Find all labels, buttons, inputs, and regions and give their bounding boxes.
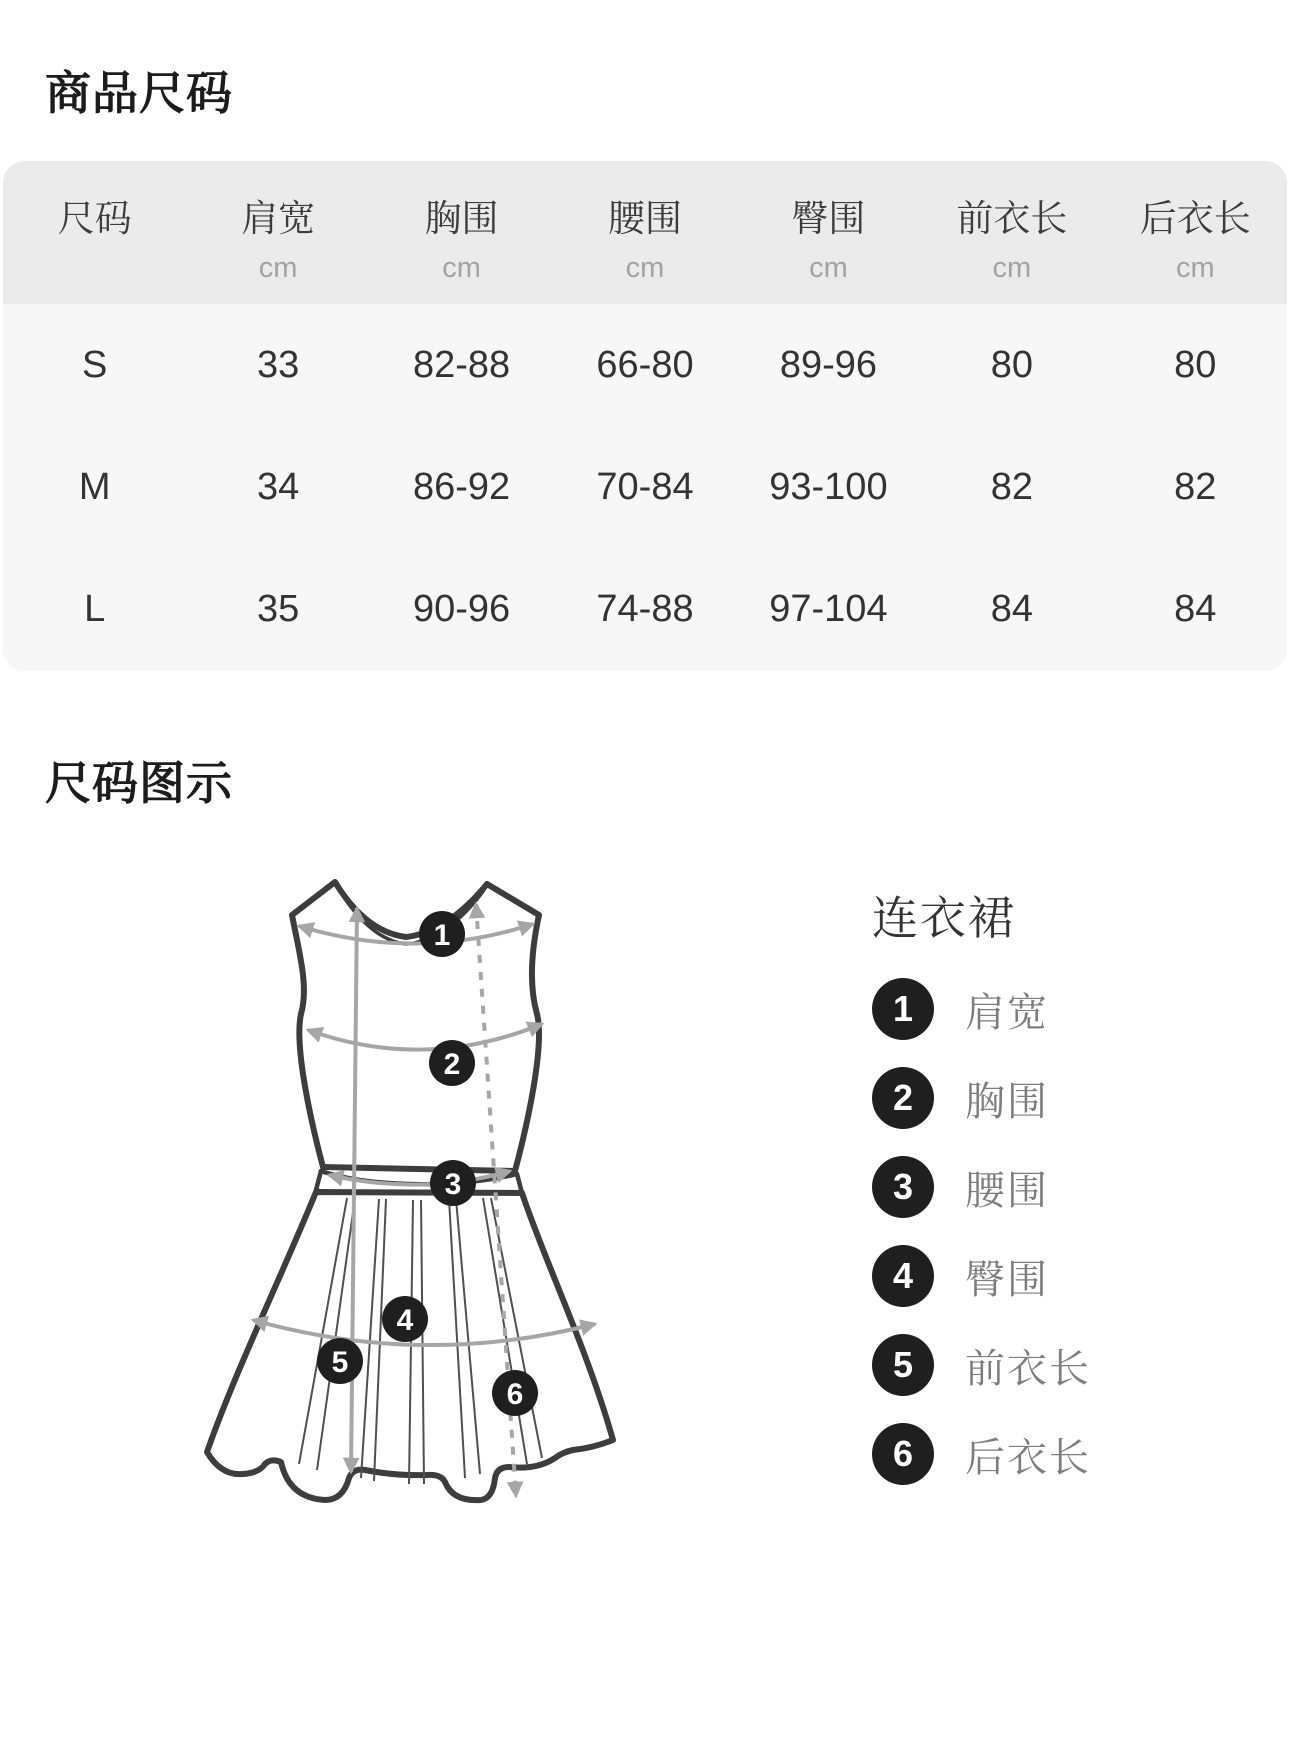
header-cell <box>1104 197 1287 304</box>
header-cell-label: 尺码 <box>57 198 132 239</box>
header-cell-unit: cm <box>258 252 298 284</box>
legend-number-badge: 4 <box>872 1245 934 1307</box>
svg-text:4: 4 <box>396 1304 414 1337</box>
legend-item <box>872 1156 1091 1218</box>
header-cell <box>186 197 369 304</box>
header-cell-label: 肩宽 <box>241 198 316 239</box>
svg-text:5: 5 <box>331 1346 349 1379</box>
header-cell-unit: cm <box>442 252 481 284</box>
table-cell: 34 <box>256 465 300 508</box>
header-cell-label: 腰围 <box>607 198 682 239</box>
table-cell: 84 <box>990 587 1033 630</box>
table-cell: 35 <box>256 587 300 630</box>
table-cell: 66-80 <box>596 343 694 386</box>
size-diagram <box>0 812 1290 1572</box>
svg-text:3: 3 <box>444 1168 462 1201</box>
diagram-legend <box>872 892 1091 1512</box>
legend-number-badge: 5 <box>872 1334 934 1396</box>
legend-label: 前衣长 <box>965 1346 1091 1391</box>
legend-number-badge: 1 <box>872 978 934 1040</box>
table-row <box>3 548 1287 670</box>
legend-label: 肩宽 <box>965 990 1049 1035</box>
table-cell: 80 <box>990 343 1033 386</box>
table-cell: 90-96 <box>412 587 511 630</box>
table-cell: L <box>84 587 106 630</box>
legend-number-badge: 6 <box>872 1423 934 1485</box>
legend-item <box>872 1067 1091 1129</box>
table-cell: 89-96 <box>779 343 878 386</box>
legend-number-badge: 2 <box>872 1067 934 1129</box>
header-cell <box>920 197 1103 304</box>
header-cell <box>370 197 553 304</box>
table-row <box>3 304 1287 426</box>
marker-6 <box>492 1370 538 1416</box>
header-cell <box>553 197 736 304</box>
header-cell-unit: cm <box>809 252 848 284</box>
header-cell-unit: cm <box>1175 252 1215 284</box>
table-cell: 84 <box>1174 587 1217 630</box>
table-cell: 82-88 <box>412 343 511 386</box>
marker-5 <box>317 1338 363 1384</box>
header-cell-unit: cm <box>625 252 665 284</box>
svg-text:6: 6 <box>506 1378 524 1411</box>
table-cell: 70-84 <box>596 465 694 508</box>
header-cell-label: 胸围 <box>424 198 499 239</box>
size-table-header <box>3 161 1287 304</box>
legend-items <box>872 978 1091 1485</box>
marker-2 <box>429 1040 475 1086</box>
table-cell: 33 <box>256 343 300 386</box>
header-cell <box>737 197 920 304</box>
legend-label: 后衣长 <box>965 1435 1091 1480</box>
header-cell-unit: cm <box>992 252 1032 284</box>
table-cell: 82 <box>990 465 1033 508</box>
legend-label: 胸围 <box>965 1079 1049 1124</box>
table-cell: 93-100 <box>769 465 888 508</box>
table-cell: 97-104 <box>769 587 888 630</box>
dress-bodice <box>292 882 539 1171</box>
header-cell-label: 臀围 <box>791 198 866 239</box>
svg-text:2: 2 <box>443 1048 461 1081</box>
table-cell: 82 <box>1174 465 1217 508</box>
header-cell-label: 后衣长 <box>1139 198 1251 239</box>
legend-label: 臀围 <box>965 1257 1049 1302</box>
size-diagram-title: 尺码图示 <box>45 757 233 809</box>
legend-item <box>872 978 1091 1040</box>
legend-number-badge: 3 <box>872 1156 934 1218</box>
size-table <box>3 161 1287 671</box>
marker-4 <box>382 1296 428 1342</box>
size-table-body <box>3 304 1287 671</box>
table-cell: 74-88 <box>596 587 694 630</box>
table-cell: M <box>78 465 111 508</box>
table-cell: 86-92 <box>412 465 511 508</box>
marker-1 <box>419 911 465 957</box>
legend-label: 腰围 <box>965 1168 1049 1213</box>
table-cell: S <box>82 343 108 386</box>
header-cell-label: 前衣长 <box>956 198 1068 239</box>
dress-illustration <box>195 874 625 1524</box>
marker-3 <box>430 1160 476 1206</box>
svg-text:1: 1 <box>433 919 451 952</box>
legend-item <box>872 1334 1091 1396</box>
header-cell <box>3 197 186 304</box>
legend-item <box>872 1245 1091 1307</box>
header-cell-unit <box>3 251 186 285</box>
product-size-title: 商品尺码 <box>45 67 233 119</box>
garment-type-label: 连衣裙 <box>872 892 1016 944</box>
legend-item <box>872 1423 1091 1485</box>
table-row <box>3 426 1287 548</box>
table-cell: 80 <box>1174 343 1217 386</box>
